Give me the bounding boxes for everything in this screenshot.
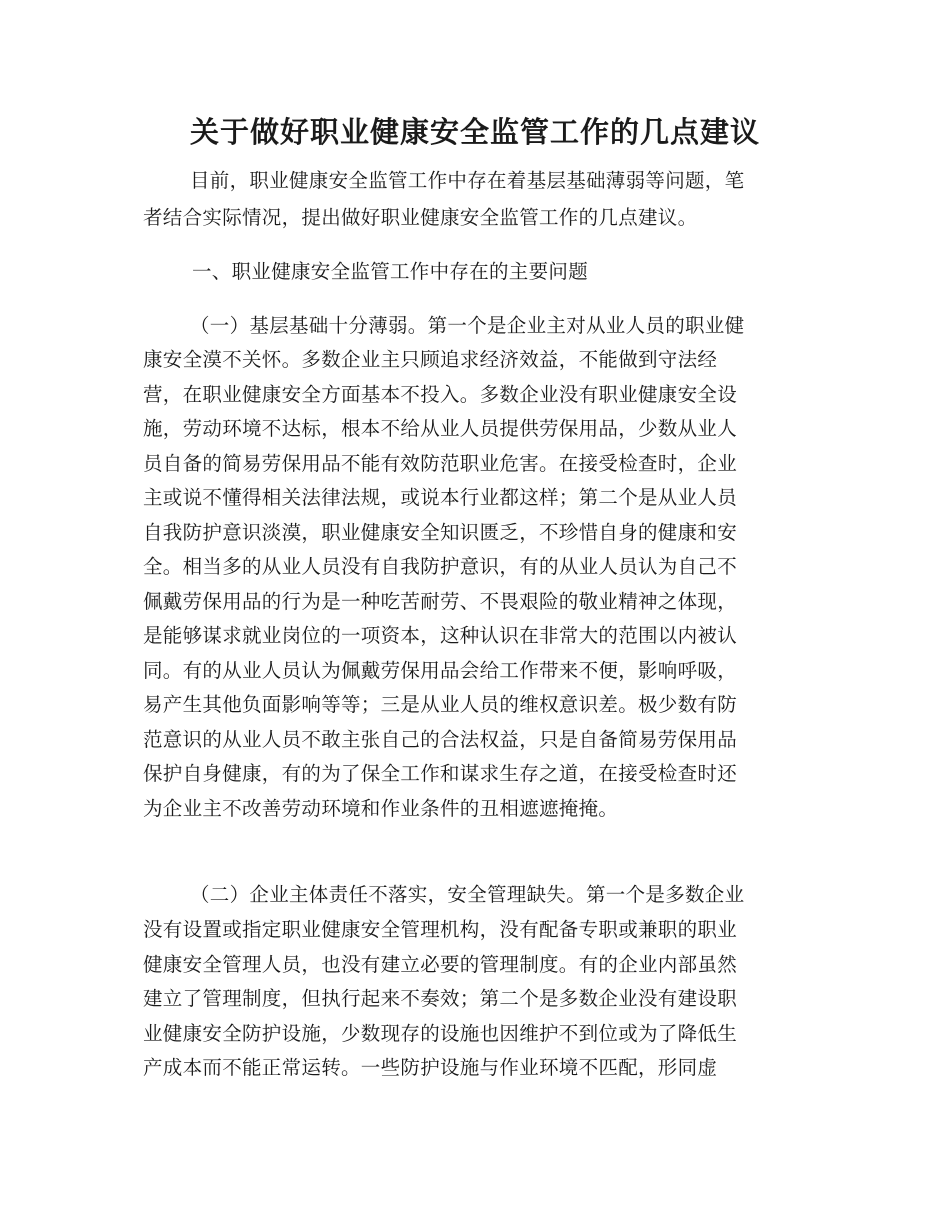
intro-line: 目前，职业健康安全监管工作中存在着基层基础薄弱等问题，笔 — [190, 169, 745, 192]
paragraph-line: 没有设置或指定职业健康安全管理机构，没有配备专职或兼职的职业 — [143, 918, 738, 941]
paragraph-line: 员自备的简易劳保用品不能有效防范职业危害。在接受检查时，企业 — [143, 452, 738, 475]
paragraph-line: 施，劳动环境不达标，根本不给从业人员提供劳保用品，少数从业人 — [143, 417, 738, 440]
paragraph-line: （二）企业主体责任不落实，安全管理缺失。第一个是多数企业 — [190, 883, 745, 906]
paragraph-line: 全。相当多的从业人员没有自我防护意识，有的从业人员认为自己不 — [143, 555, 738, 578]
section-heading: 一、职业健康安全监管工作中存在的主要问题 — [192, 260, 589, 283]
paragraph-line: 保护自身健康，有的为了保全工作和谋求生存之道，在接受检查时还 — [143, 762, 738, 785]
paragraph-line: 营，在职业健康安全方面基本不投入。多数企业没有职业健康安全设 — [143, 383, 738, 406]
document-title: 关于做好职业健康安全监管工作的几点建议 — [189, 115, 760, 149]
paragraph-line: 易产生其他负面影响等等；三是从业人员的维权意识差。极少数有防 — [143, 693, 738, 716]
paragraph-line: 佩戴劳保用品的行为是一种吃苦耐劳、不畏艰险的敬业精神之体现， — [143, 590, 738, 613]
paragraph-line: 业健康安全防护设施，少数现存的设施也因维护不到位或为了降低生 — [143, 1022, 738, 1045]
paragraph-line: （一）基层基础十分薄弱。第一个是企业主对从业人员的职业健 — [190, 314, 745, 337]
paragraph-line: 自我防护意识淡漠，职业健康安全知识匮乏，不珍惜自身的健康和安 — [143, 521, 738, 544]
paragraph-line: 范意识的从业人员不敢主张自己的合法权益，只是自备简易劳保用品 — [143, 728, 738, 751]
paragraph-line: 是能够谋求就业岗位的一项资本，这种认识在非常大的范围以内被认 — [143, 624, 738, 647]
intro-line: 者结合实际情况，提出做好职业健康安全监管工作的几点建议。 — [143, 206, 698, 229]
paragraph-line: 为企业主不改善劳动环境和作业条件的丑相遮遮掩掩。 — [143, 797, 619, 820]
paragraph-line: 康安全漠不关怀。多数企业主只顾追求经济效益，不能做到守法经 — [143, 348, 718, 371]
paragraph-line: 同。有的从业人员认为佩戴劳保用品会给工作带来不便，影响呼吸， — [143, 659, 738, 682]
paragraph-line: 主或说不懂得相关法律法规，或说本行业都这样；第二个是从业人员 — [143, 486, 738, 509]
paragraph-line: 建立了管理制度，但执行起来不奏效；第二个是多数企业没有建设职 — [143, 987, 738, 1010]
paragraph-line: 健康安全管理人员，也没有建立必要的管理制度。有的企业内部虽然 — [143, 953, 738, 976]
paragraph-line: 产成本而不能正常运转。一些防护设施与作业环境不匹配，形同虚 — [143, 1056, 718, 1079]
